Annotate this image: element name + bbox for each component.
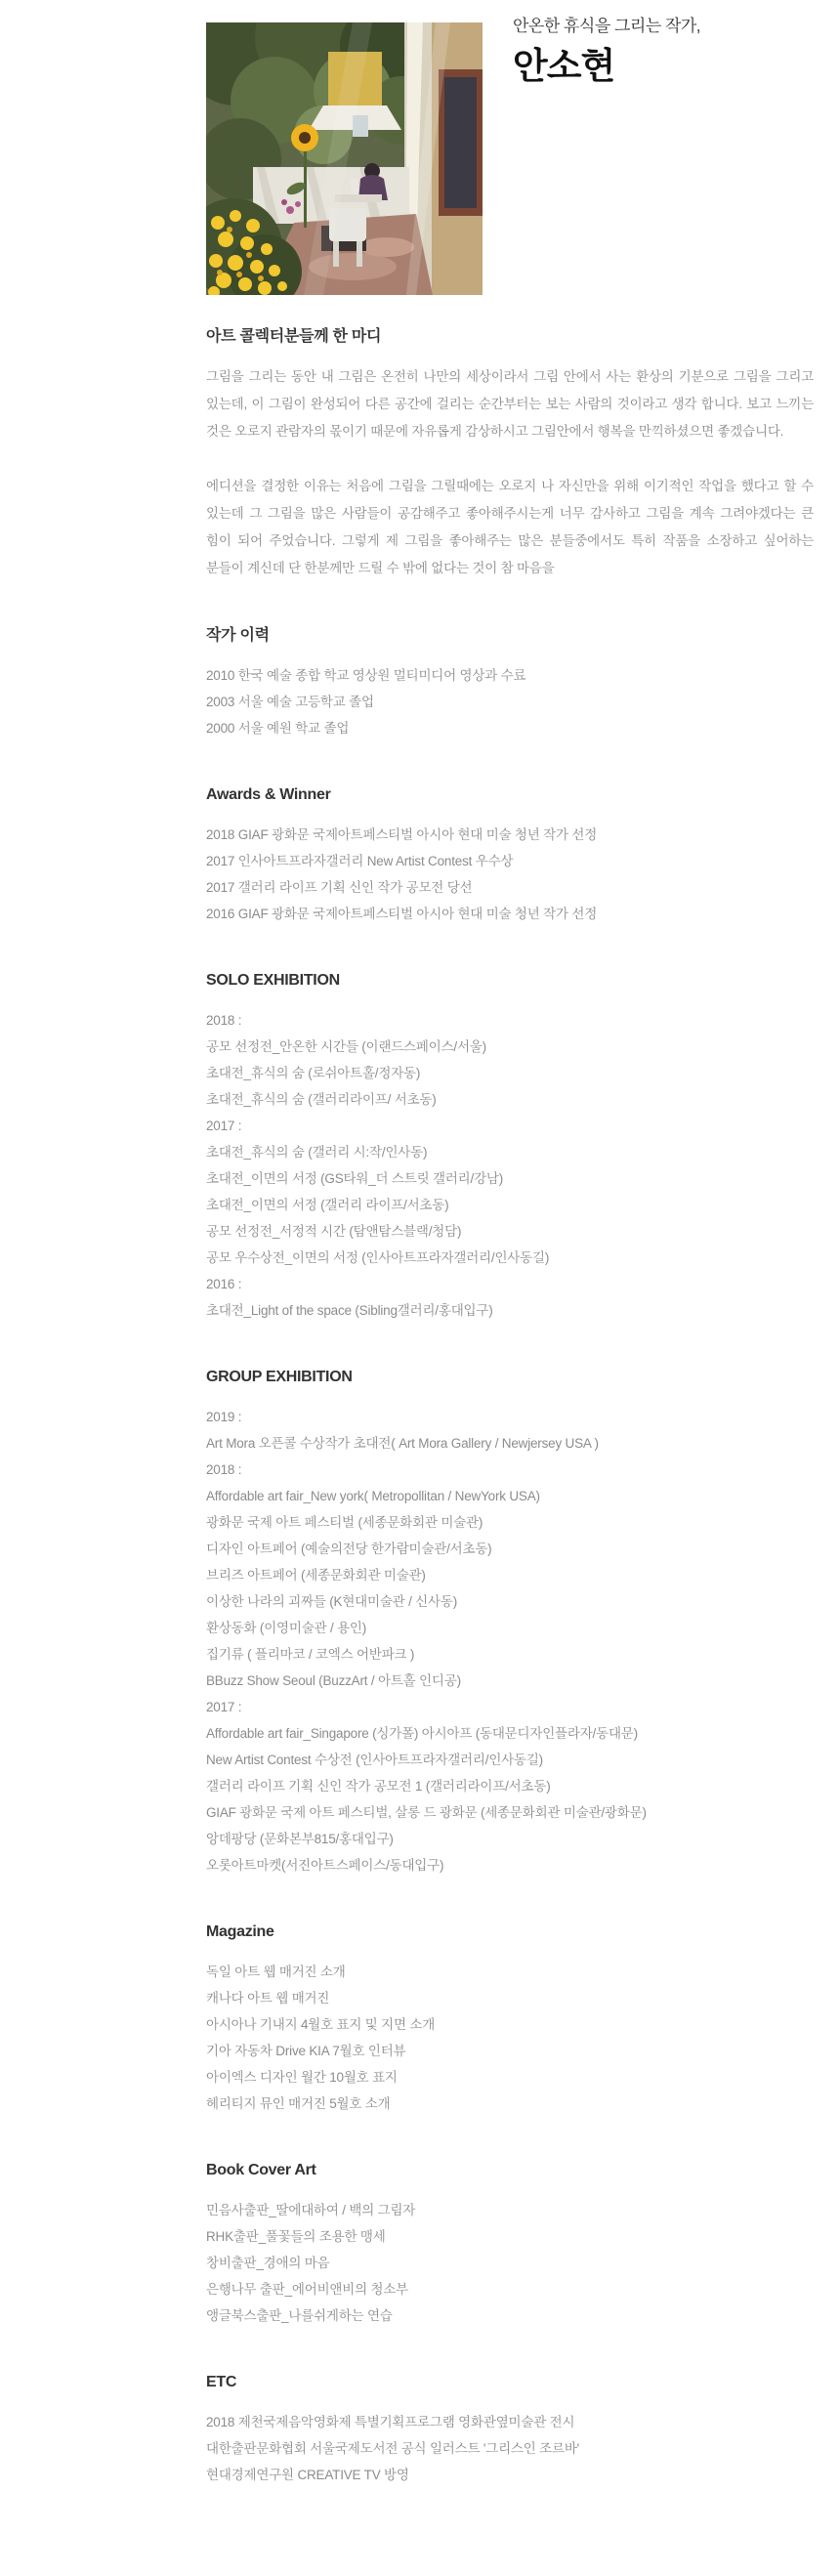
solo-exhibition-list	[206, 1007, 814, 1324]
list-item: GIAF 광화문 국제 아트 페스티벌, 살롱 드 광화문 (세종문화회관 미술관/광화문)	[206, 1805, 647, 1820]
list-item: 집기류 ( 플리마코 / 코엑스 어반파크 )	[206, 1647, 415, 1662]
list-item: 이상한 나라의 괴짜들 (K현대미술관 / 신사동)	[206, 1594, 457, 1609]
list-item: 민음사출판_딸에대하여 / 백의 그림자	[206, 2203, 416, 2217]
list-item: 2017 갤러리 라이프 기획 신인 작가 공모전 당선	[206, 880, 473, 895]
list-item: 공모 우수상전_이면의 서정 (인사아트프라자갤러리/인사동길)	[206, 1250, 550, 1265]
list-item: New Artist Contest 수상전 (인사아트프라자갤러리/인사동길)	[206, 1753, 543, 1767]
list-item: 갤러리 라이프 기획 신인 작가 공모전 1 (갤러리라이프/서초동)	[206, 1779, 551, 1794]
section-magazine	[206, 1921, 814, 2117]
list-item: 기아 자동차 Drive KIA 7월호 인터뷰	[206, 2044, 406, 2058]
list-item: 대한출판문화협회 서울국제도서전 공식 일러스트 '그리스인 조르바'	[206, 2441, 580, 2456]
etc-list	[206, 2409, 814, 2488]
list-item: Affordable art fair_Singapore (싱가폴) 아시아프 (동대문디자인플라자/동대문)	[206, 1726, 638, 1741]
list-item: 초대전_Light of the space (Sibling갤러리/홍대입구)	[206, 1303, 493, 1318]
etc-heading: ETC	[206, 2374, 237, 2390]
list-item: 광화문 국제 아트 페스티벌 (세종문화회관 미술관)	[206, 1515, 483, 1530]
section-awards	[206, 784, 814, 927]
artist-photo-illustration	[206, 22, 483, 295]
list-item: 2018 GIAF 광화문 국제아트페스티벌 아시아 현대 미술 청년 작가 선정	[206, 827, 598, 842]
solo-exhibition-heading: SOLO EXHIBITION	[206, 972, 340, 989]
list-item: 디자인 아트페어 (예술의전당 한가람미술관/서초동)	[206, 1541, 492, 1556]
artist-photo	[206, 22, 483, 295]
list-item: 2018 제천국제음악영화제 특별기획프로그램 영화관옆미술관 전시	[206, 2415, 575, 2429]
section-solo-exhibition	[206, 970, 814, 1324]
book-cover-art-list	[206, 2197, 814, 2329]
book-cover-art-heading: Book Cover Art	[206, 2162, 316, 2178]
section-etc	[206, 2372, 814, 2488]
list-item: 공모 선정전_서정적 시간 (탐앤탐스블랙/청담)	[206, 1224, 462, 1239]
list-item: 2017 :	[206, 1119, 242, 1133]
list-item: 2018 :	[206, 1013, 242, 1028]
collector-message-heading: 아트 콜렉터분들께 한 마디	[206, 328, 382, 345]
list-item: 초대전_휴식의 숨 (갤러리라이프/ 서초동)	[206, 1092, 437, 1107]
list-item: 2018 :	[206, 1462, 242, 1477]
list-item: 독일 아트 웹 매거진 소개	[206, 1964, 346, 1979]
list-item: BBuzz Show Seoul (BuzzArt / 아트홀 인디공)	[206, 1673, 461, 1688]
section-group-exhibition	[206, 1367, 814, 1879]
list-item: 아이엑스 디자인 월간 10월호 표지	[206, 2070, 398, 2085]
list-item: 브리즈 아트페어 (세종문화회관 미술관)	[206, 1568, 426, 1583]
list-item: 공모 선정전_안온한 시간들 (이랜드스페이스/서울)	[206, 1039, 486, 1054]
list-item: 2003 서울 예술 고등학교 졸업	[206, 695, 374, 709]
section-collector-message	[206, 326, 814, 582]
list-item: 캐나다 아트 웹 매거진	[206, 1991, 330, 2006]
collector-message-paragraph: 그림을 그리는 동안 내 그림은 온전히 나만의 세상이라서 그림 안에서 사는 환상의 기분으로 그림을 그리고 있는데, 이 그림이 완성되어 다른 공간에 걸리는 순간부터는 보는 사람의 것이라고 생각 합니다. 보고 느끼는 것은 오로지 관람자의 몫이기 때문에 자유롭게 감상하시고 그림안에서 행복을 만끽하셨으면 좋겠습니다.	[206, 369, 814, 439]
career-list	[206, 662, 814, 741]
list-item: 초대전_휴식의 숨 (로쉬아트홀/정자동)	[206, 1066, 421, 1080]
list-item: 2019 :	[206, 1410, 242, 1424]
list-item: 2016 GIAF 광화문 국제아트페스티벌 아시아 현대 미술 청년 작가 선정	[206, 907, 598, 921]
list-item: RHK출판_풀꽃들의 조용한 맹세	[206, 2229, 386, 2244]
list-item: 앵글북스출판_나를쉬게하는 연습	[206, 2308, 393, 2323]
list-item: 2016 :	[206, 1277, 242, 1291]
list-item: Art Mora 오픈콜 수상작가 초대전( Art Mora Gallery / Newjersey USA )	[206, 1436, 599, 1451]
list-item: Affordable art fair_New york( Metropollitan / NewYork USA)	[206, 1489, 540, 1503]
list-item: 헤리티지 뮤인 매거진 5월호 소개	[206, 2096, 391, 2111]
group-exhibition-heading: GROUP EXHIBITION	[206, 1369, 353, 1385]
list-item: 현대경제연구원 CREATIVE TV 방영	[206, 2468, 409, 2482]
profile-header	[206, 0, 814, 295]
artist-tagline: 안온한 휴식을 그리는 작가,	[513, 17, 701, 35]
section-career	[206, 625, 814, 741]
list-item: 오롯아트마켓(서진아트스페이스/동대입구)	[206, 1858, 444, 1873]
list-item: 아시아나 기내지 4월호 표지 및 지면 소개	[206, 2017, 436, 2032]
list-item: 2000 서울 예원 학교 졸업	[206, 721, 350, 736]
list-item: 초대전_휴식의 숨 (갤러리 시:작/인사동)	[206, 1145, 428, 1160]
list-item: 2017 인사아트프라자갤러리 New Artist Contest 우수상	[206, 854, 514, 868]
section-book-cover-art	[206, 2160, 814, 2329]
awards-heading: Awards & Winner	[206, 786, 331, 803]
magazine-heading: Magazine	[206, 1923, 274, 1940]
list-item: 환상동화 (이영미술관 / 용인)	[206, 1621, 367, 1635]
group-exhibition-list	[206, 1404, 814, 1879]
list-item: 2017 :	[206, 1700, 242, 1714]
list-item: 은행나무 출판_에어비앤비의 청소부	[206, 2282, 409, 2297]
collector-message-paragraph: 에디션을 결정한 이유는 처음에 그림을 그릴때에는 오로지 나 자신만을 위해 이기적인 작업을 했다고 할 수 있는데 그 그림을 많은 사람들이 공감해주고 좋아해주시는게 너무 감사하고 그림을 계속 그려야겠다는 큰 힘이 되어 주었습니다. 그렇게 제 그림을 좋아해주는 많은 분들중에서도 특히 작품을 소장하고 싶어하는 분들이 계신데 단 한분께만 드릴 수 밖에 없다는 것이 참 마음을	[206, 479, 814, 575]
title-block	[513, 15, 700, 87]
artist-name: 안소현	[513, 46, 615, 86]
list-item: 초대전_이면의 서정 (갤러리 라이프/서초동)	[206, 1198, 449, 1212]
list-item: 2010 한국 예술 종합 학교 영상원 멀티미디어 영상과 수료	[206, 668, 526, 683]
list-item: 앙데팡당 (문화본부815/홍대입구)	[206, 1832, 394, 1846]
list-item: 창비출판_경애의 마음	[206, 2256, 330, 2270]
magazine-list	[206, 1959, 814, 2117]
awards-list	[206, 822, 814, 927]
list-item: 초대전_이면의 서정 (GS타워_더 스트릿 갤러리/강남)	[206, 1171, 504, 1186]
career-heading: 작가 이력	[206, 627, 270, 644]
